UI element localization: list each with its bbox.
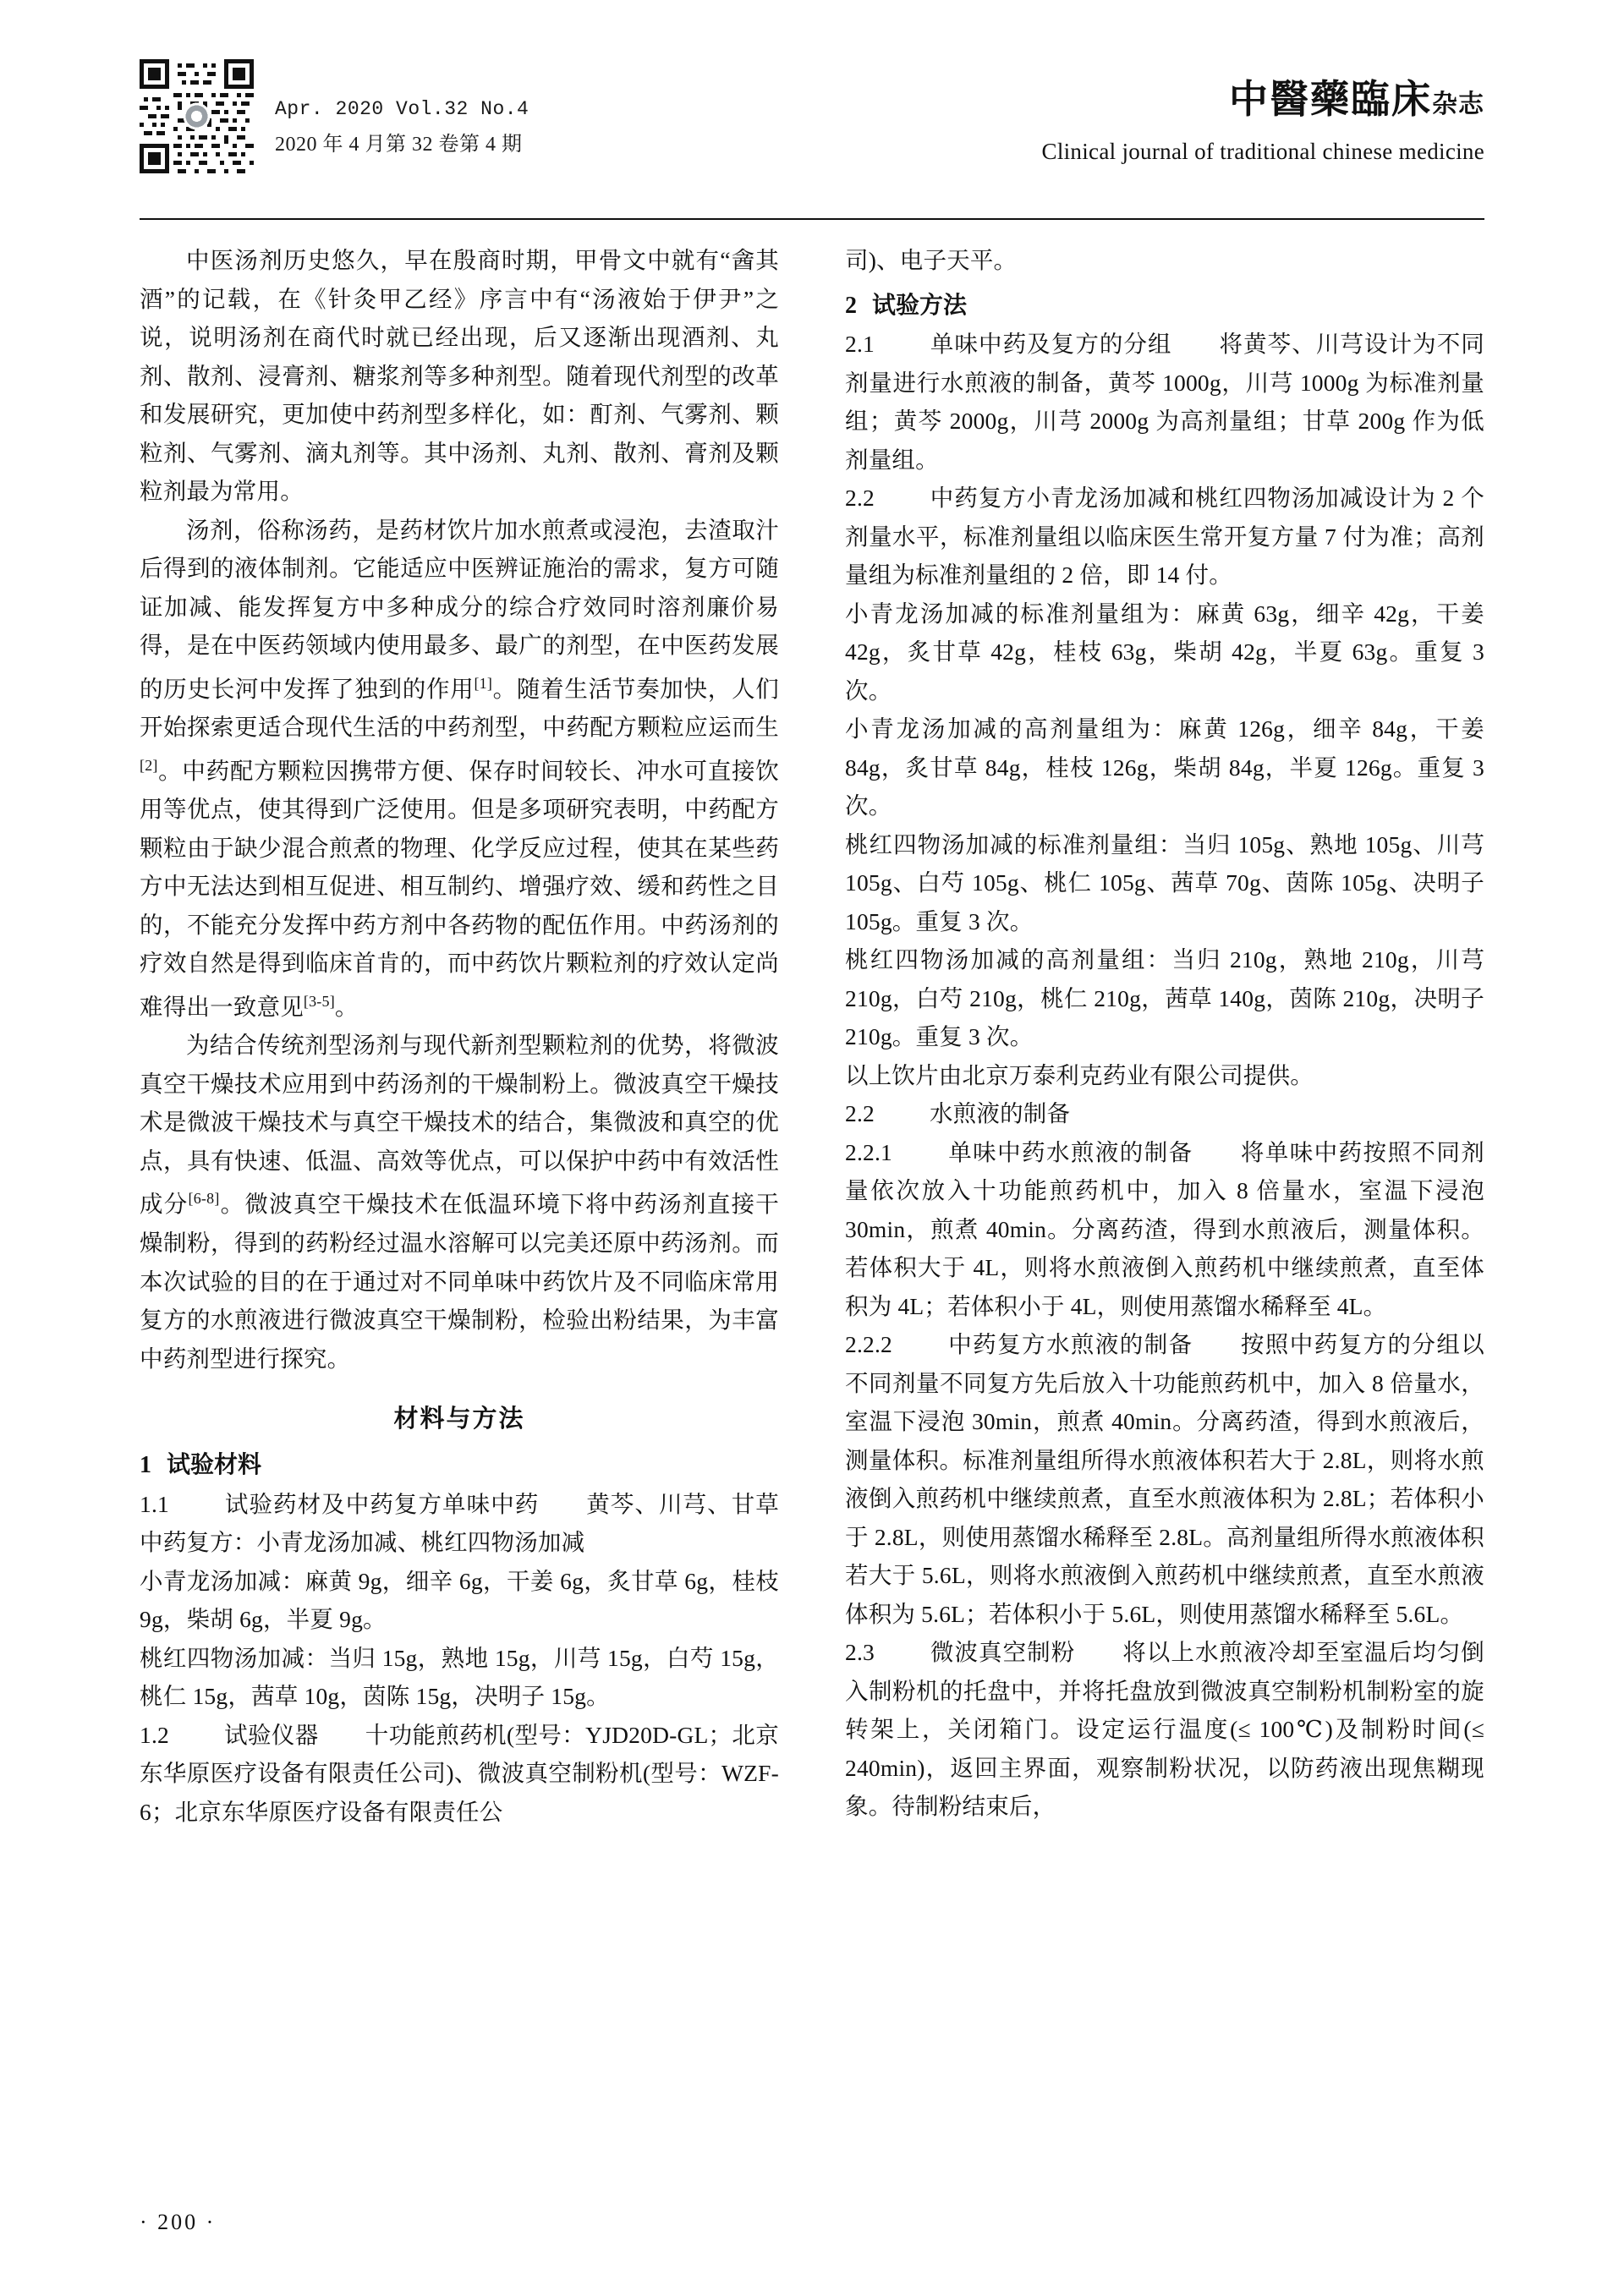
subsection-2-1-body: 将黄芩、川芎设计为不同剂量进行水煎液的制备，黄芩 1000g，川芎 1000g 为标准剂量组；黄芩 2000g，川芎 2000g 为高剂量组；甘草 200g 作为低剂量组。 <box>845 331 1484 473</box>
subsection-2-2-number: 2.2 <box>845 485 875 511</box>
subsection-2-2-2-title: 中药复方水煎液的制备 <box>947 1331 1193 1357</box>
subsection-1-2-number: 1.2 <box>140 1721 169 1748</box>
page-number: · 200 · <box>140 2210 217 2234</box>
subsection-1-1-number: 1.1 <box>140 1490 169 1517</box>
section-heading-materials-methods: 材料与方法 <box>393 1406 525 1433</box>
heading-2-experimental-methods <box>845 287 1484 326</box>
subsection-2-2-1-number: 2.2.1 <box>845 1138 892 1165</box>
paragraph-2-part-b: 。随着生活节奏加快，人们开始探索更适合现代生活的中药剂型，中药配方颗粒应运而生 <box>140 675 779 741</box>
subsection-1-1-para-3: 桃红四物汤加减：当归 15g，熟地 15g，川芎 15g，白芍 15g，桃仁 15g，茜草 10g，茵陈 15g，决明子 15g。 <box>140 1644 779 1710</box>
subsection-2-1 <box>845 325 1484 479</box>
subsection-1-1-body: 黄芩、川芎、甘草中药复方：小青龙汤加减、桃红四物汤加减 <box>140 1490 779 1556</box>
left-column <box>140 241 779 1831</box>
subsection-2-3 <box>845 1633 1484 1826</box>
subsection-2-2-2 <box>845 1325 1484 1633</box>
subsection-2-2-1-title: 单味中药水煎液的制备 <box>947 1138 1193 1165</box>
subsection-2-2-2-body: 按照中药复方的分组以不同剂量不同复方先后放入十功能煎药机中，加入 8 倍量水，室温下浸泡 30min，煎煮 40min。分离药渣，得到水煎液后，测量体积。标准剂量组所得水煎液体积若大于 2.8L，则将水煎液倒入煎药机中继续煎煮，直至水煎液体积为 2.8L；若体积小于 2.8L，则使用蒸馏水稀释至 2.8L。高剂量组所得水煎液体积若大于 5.6L，则将水煎液倒入煎药机中继续煎煮，直至水煎液体积为 5.6L；若体积小于 5.6L，则使用蒸馏水稀释至 5.6L。 <box>845 1331 1485 1627</box>
paragraph-2 <box>140 511 779 1027</box>
issue-info <box>275 91 529 162</box>
paragraph-2-part-a: 汤剂，俗称汤药，是药材饮片加水煎煮或浸泡，去渣取汁后得到的液体制剂。它能适应中医辨证施治的需求，复方可随证加减、能发挥复方中多种成分的综合疗效同时溶剂廉价易得，是在中医药领域内使用最多、最广的剂型，在中医药发展的历史长河中发挥了独到的作用 <box>140 516 779 702</box>
article-body <box>140 241 1484 1831</box>
paragraph-3 <box>140 1026 779 1378</box>
subsection-1-2 <box>140 1716 779 1832</box>
paragraph-2-part-d: 。 <box>334 993 359 1020</box>
subsection-1-2-body: 十功能煎药机(型号：YJD20D-GL；北京东华原医疗设备有限责任公司)、微波真空制粉机(型号：WZF-6；北京东华原医疗设备有限责任公 <box>140 1721 779 1825</box>
heading-2-text: 试验方法 <box>872 292 968 319</box>
reference-3: [3-5] <box>303 992 335 1010</box>
paragraph-3-part-a: 为结合传统剂型汤剂与现代新剂型颗粒剂的优势，将微波真空干燥技术应用到中药汤剂的干燥制粉上。微波真空干燥技术是微波干燥技术与真空干燥技术的结合，集微波和真空的优点，具有快速、低温、高效等优点，可以保护中药中有效活性成分 <box>140 1032 779 1218</box>
issue-info-cn: 2020 年 4 月第 32 卷第 4 期 <box>275 134 523 156</box>
subsection-2-3-body: 将以上水煎液冷却至室温后均匀倒入制粉机的托盘中，并将托盘放到微波真空制粉机制粉室的旋转架上，关闭箱门。设定运行温度(≤ 100℃)及制粉时间(≤ 240min)，返回主界面，观察制粉状况，以防药液出现焦糊现象。待制粉结束后， <box>845 1639 1485 1819</box>
right-column <box>845 241 1484 1831</box>
paragraph-2-part-c: 。中药配方颗粒因携带方便、保存时间较长、冲水可直接饮用等优点，使其得到广泛使用。但是多项研究表明，中药配方颗粒由于缺少混合煎煮的物理、化学反应过程，使其在某些药方中无法达到相互促进、相互制约、增强疗效、缓和药性之目的，不能充分发挥中药方剂中各药物的配伍作用。中药汤剂的疗效自然是得到临床首肯的，而中药饮片颗粒剂的疗效认定尚难得出一致意见 <box>140 757 779 1020</box>
heading-2-number: 2 <box>845 292 857 319</box>
subsection-1-1 <box>140 1485 779 1562</box>
qr-code-icon <box>140 59 254 173</box>
reference-4: [6-8] <box>188 1190 220 1208</box>
page-header <box>140 51 1484 195</box>
subsection-2-1-number: 2.1 <box>845 331 875 357</box>
paragraph-1: 中医汤剂历史悠久，早在殷商时期，甲骨文中就有“酓其酒”的记载，在《针灸甲乙经》序言中有“汤液始于伊尹”之说，说明汤剂在商代时就已经出现，后又逐渐出现酒剂、丸剂、散剂、浸膏剂、糖浆剂等多种剂型。随着现代剂型的改革和发展研究，更加使中药剂型多样化，如：酊剂、气雾剂、颗粒剂、气雾剂、滴丸剂等。其中汤剂、丸剂、散剂、膏剂及颗粒剂最为常用。 <box>140 247 779 504</box>
subsection-1-2-title: 试验仪器 <box>223 1721 319 1748</box>
subsection-2-1-title: 单味中药及复方的分组 <box>929 331 1172 357</box>
subsection-2-3-title: 微波真空制粉 <box>929 1639 1076 1665</box>
journal-masthead <box>1042 76 1484 165</box>
reference-2: [2] <box>140 756 158 774</box>
subsection-2-2-para-6: 以上饮片由北京万泰利克药业有限公司提供。 <box>845 1061 1314 1088</box>
subsection-2-2-para-3: 小青龙汤加减的高剂量组为：麻黄 126g，细辛 84g，干姜 84g，炙甘草 84g，桂枝 126g，柴胡 84g，半夏 126g。重复 3 次。 <box>845 715 1484 819</box>
heading-1-text: 试验材料 <box>167 1452 262 1479</box>
subsection-2-2b-title: 水煎液的制备 <box>929 1100 1071 1126</box>
subsection-2-3-number: 2.3 <box>845 1639 875 1665</box>
subsection-2-2-2-number: 2.2.2 <box>845 1331 892 1357</box>
journal-title-cn <box>1042 76 1484 129</box>
subsection-2-2b-number: 2.2 <box>845 1100 875 1126</box>
continued-paragraph: 司)、电子天平。 <box>845 247 1018 273</box>
subsection-2-2 <box>845 479 1484 595</box>
journal-title-cn-suffix: 杂志 <box>1432 90 1484 118</box>
subsection-2-2-1-body: 将单味中药按照不同剂量依次放入十功能煎药机中，加入 8 倍量水，室温下浸泡 30min，煎煮 40min。分离药渣，得到水煎液后，测量体积。若体积大于 4L，则将水煎液倒入煎药机中继续煎煮，直至体积为 4L；若体积小于 4L，则使用蒸馏水稀释至 4L。 <box>845 1138 1485 1319</box>
subsection-2-2-1 <box>845 1133 1484 1326</box>
subsection-2-2-body: 中药复方小青龙汤加减和桃红四物汤加减设计为 2 个剂量水平，标准剂量组以临床医生常开复方量 7 付为准；高剂量组为标准剂量组的 2 倍，即 14 付。 <box>845 485 1484 588</box>
paragraph-3-part-b: 。微波真空干燥技术在低温环境下将中药汤剂直接干燥制粉，得到的药粉经过温水溶解可以完美还原中药汤剂。而本次试验的目的在于通过对不同单味中药饮片及不同临床常用复方的水煎液进行微波真空干燥制粉，检验出粉结果，为丰富中药剂型进行探究。 <box>140 1191 779 1372</box>
subsection-1-1-para-2: 小青龙汤加减：麻黄 9g，细辛 6g，干姜 6g，炙甘草 6g，桂枝 9g，柴胡 6g，半夏 9g。 <box>140 1567 779 1633</box>
journal-title-en: Clinical journal of traditional chinese medicine <box>1041 139 1484 164</box>
subsection-1-1-title: 试验药材及中药复方单味中药 <box>223 1490 540 1517</box>
reference-1: [1] <box>474 674 493 692</box>
header-divider <box>140 218 1484 220</box>
subsection-2-2b-decoction-preparation <box>845 1094 1484 1133</box>
heading-1-number: 1 <box>140 1452 151 1479</box>
subsection-2-2-para-2: 小青龙汤加减的标准剂量组为：麻黄 63g，细辛 42g，干姜 42g，炙甘草 42g，桂枝 63g，柴胡 42g，半夏 63g。重复 3 次。 <box>845 600 1484 704</box>
issue-info-en: Apr. 2020 Vol.32 No.4 <box>275 98 529 120</box>
heading-1-experimental-materials <box>140 1446 779 1485</box>
subsection-2-2-para-4: 桃红四物汤加减的标准剂量组：当归 105g、熟地 105g、川芎 105g、白芍 105g、桃仁 105g、茜草 70g、茵陈 105g、决明子 105g。重复 3 次。 <box>845 830 1484 934</box>
journal-title-cn-main: 中醫藥臨床 <box>1229 78 1432 121</box>
subsection-2-2-para-5: 桃红四物汤加减的高剂量组：当归 210g，熟地 210g，川芎 210g，白芍 210g，桃仁 210g，茜草 140g，茵陈 210g，决明子 210g。重复 3 次。 <box>845 946 1484 1049</box>
